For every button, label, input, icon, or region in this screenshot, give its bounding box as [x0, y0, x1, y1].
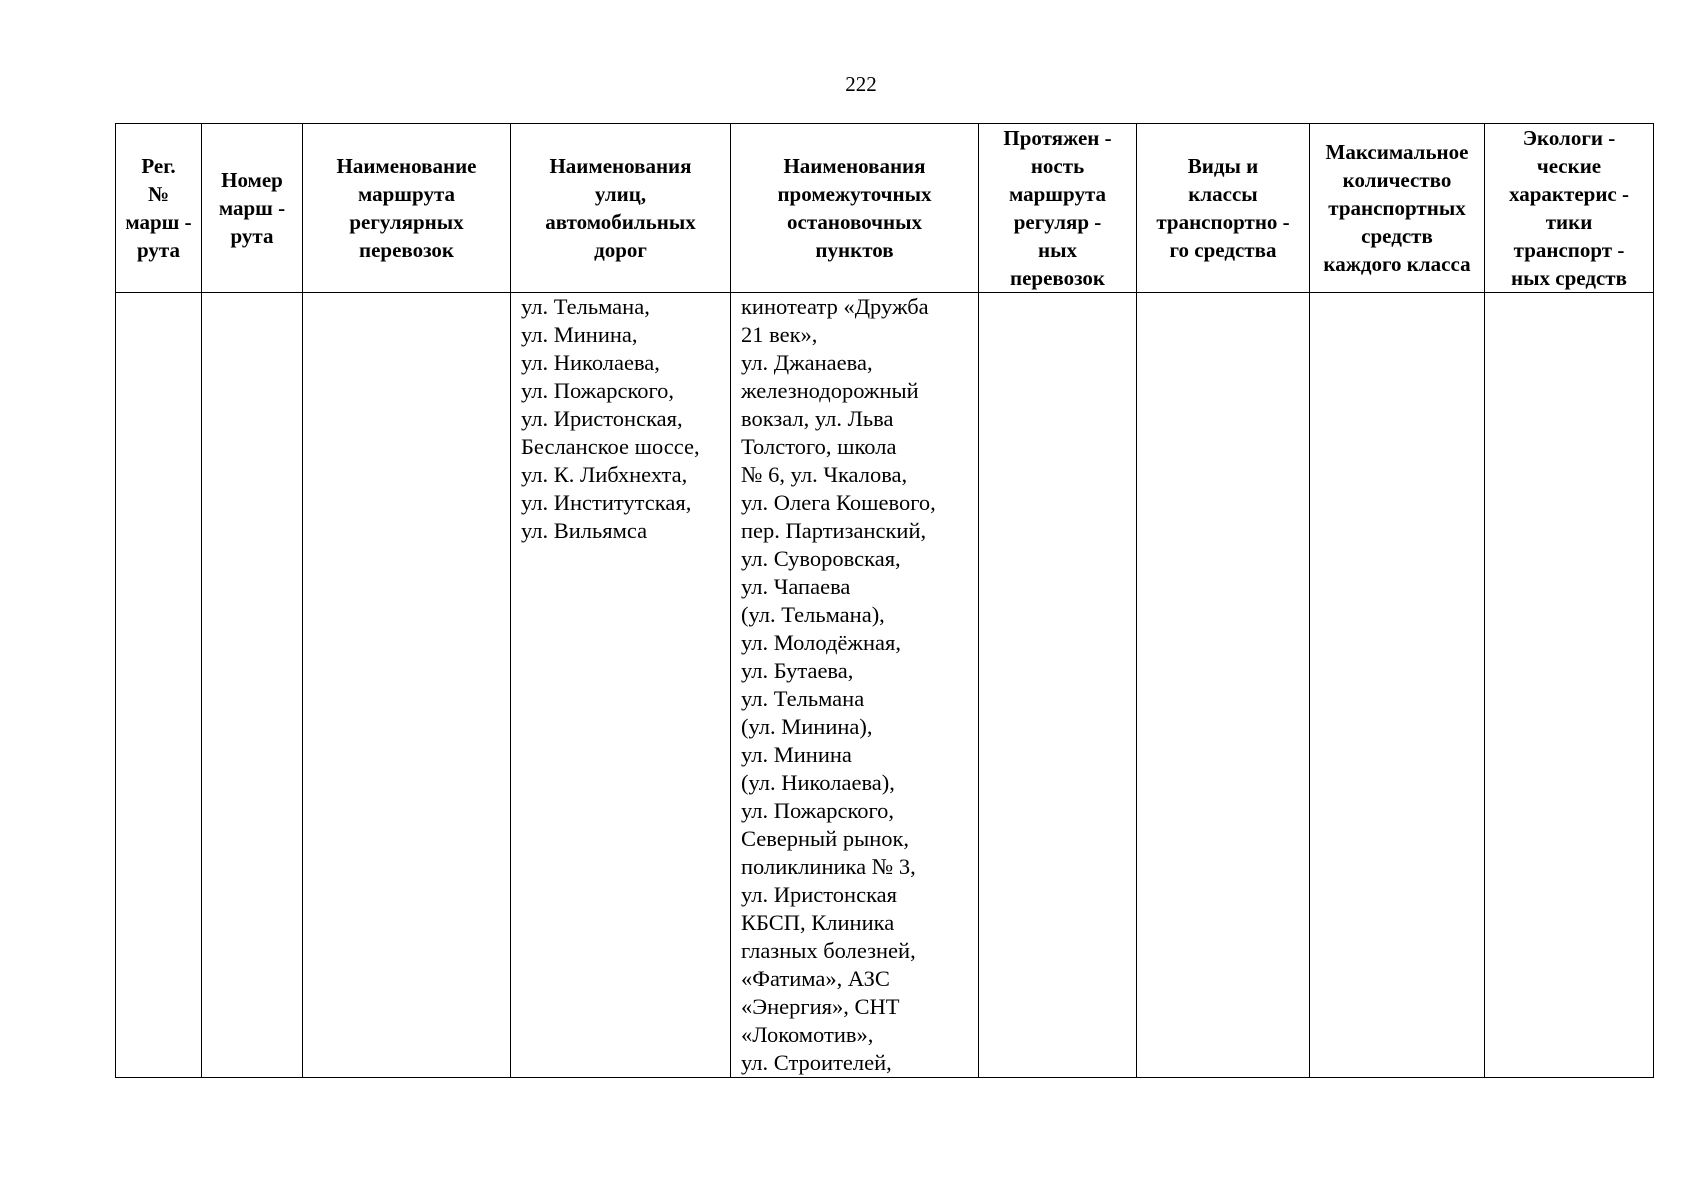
cell-max-vehicles: [1310, 293, 1485, 1078]
page-number: 222: [845, 72, 877, 96]
cell-length: [979, 293, 1137, 1078]
header-vehicle-classes: Виды и классы транспортно - го средства: [1137, 124, 1310, 293]
header-streets: Наименования улиц, автомобильных дорог: [511, 124, 731, 293]
cell-route-name: [303, 293, 511, 1078]
cell-stops-text: кинотеатр «Дружба 21 век», ул. Джанаева, железнодорожный вокзал, ул. Льва Толстого, школа № 6, ул. Чкалова, ул. Олега Кошевого, пер. Партизанский, ул. Суворовская, ул. Чапаева (ул. Тельмана), ул. Молодёжная, ул. Бутаева, ул. Тельмана (ул. Минина), ул. Минина (ул. Николаева), ул. Пожарского, Северный рынок, поликлиника № 3, ул. Иристонская КБСП, Клиника глазных болезней, «Фатима», АЗС «Энергия», СНТ «Локомотив», ул. Строителей,: [741, 294, 936, 1075]
header-max-vehicles: Максимальное количество транспортных средств каждого класса: [1310, 124, 1485, 293]
header-route-number: Номер марш - рута: [202, 124, 303, 293]
cell-streets: [511, 293, 731, 1078]
cell-reg-number: [116, 293, 202, 1078]
header-length: Протяжен - ность маршрута регуляр - ных перевозок: [979, 124, 1137, 293]
table-header-row: [116, 124, 1654, 293]
routes-table: [115, 123, 1654, 1078]
header-eco-characteristics: Экологи - ческие характерис - тики транспорт - ных средств: [1485, 124, 1654, 293]
cell-eco-characteristics: [1485, 293, 1654, 1078]
header-stops: Наименования промежуточных остановочных пунктов: [731, 124, 979, 293]
table-row: [116, 293, 1654, 1078]
cell-vehicle-classes: [1137, 293, 1310, 1078]
header-route-name: Наименование маршрута регулярных перевозок: [303, 124, 511, 293]
cell-streets-text: ул. Тельмана, ул. Минина, ул. Николаева, ул. Пожарского, ул. Иристонская, Бесланское шоссе, ул. К. Либхнехта, ул. Институтская, ул. Вильямса: [521, 294, 700, 543]
cell-stops: [731, 293, 979, 1078]
header-reg-number: Рег. № марш - рута: [116, 124, 202, 293]
cell-route-number: [202, 293, 303, 1078]
